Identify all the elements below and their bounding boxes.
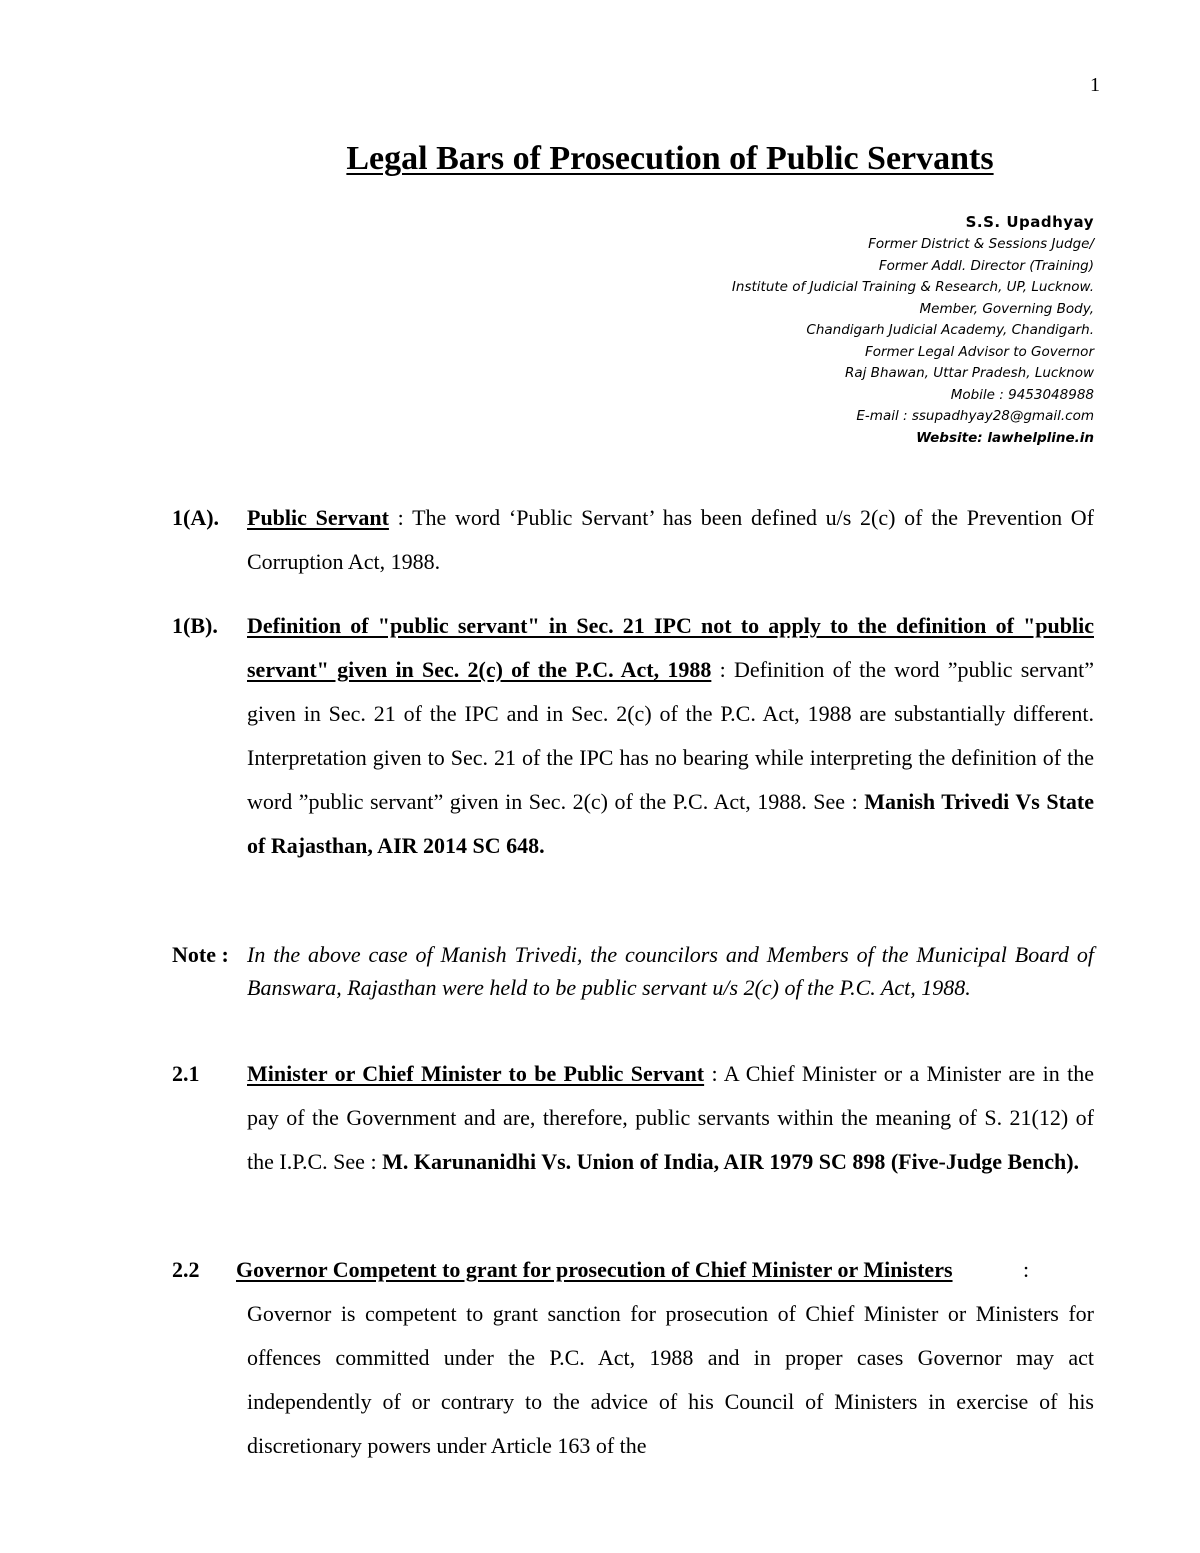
- section-1a: [172, 496, 1094, 584]
- section-separator: :: [711, 657, 734, 682]
- section-2-2: [172, 1248, 1094, 1468]
- section-heading-line: [172, 1248, 1030, 1292]
- author-line: Institute of Judicial Training & Research, UP, Lucknow.: [731, 279, 1094, 295]
- section-text: Governor is competent to grant sanction for prosecution of Chief Minister or Ministers for offences committed under the P.C. Act, 1988 and in proper cases Governor may act independently of or contrary to the advice of his Council of Ministers in exercise of his discretionary powers under Article 163 of the: [247, 1301, 1094, 1458]
- author-website: Website: lawhelpline.in: [916, 429, 1094, 446]
- section-text: Definition of the word ”public servant” given in Sec. 21 of the IPC and in Sec. 2(c) of the P.C. Act, 1988 are substantially different. Interpretation given to Sec. 21 of the IPC has no bearing while interpreting the definition of the word ”public servant” given in Sec. 2(c) of the P.C. Act, 1988. See :: [247, 657, 1094, 814]
- author-name: S.S. Upadhyay: [965, 213, 1094, 231]
- page-number: 1: [1090, 74, 1100, 96]
- author-line: Former District & Sessions Judge/: [868, 236, 1094, 252]
- section-heading: Governor Competent to grant for prosecution of Chief Minister or Ministers: [236, 1257, 953, 1282]
- section-label: 2.2: [172, 1257, 200, 1282]
- section-body: [247, 604, 1094, 868]
- section-text: A Chief Minister or a Minister are in the pay of the Government and are, therefore, public servants within the meaning of S. 21(12) of the I.P.C. See :: [247, 1061, 1094, 1174]
- section-separator: :: [388, 505, 413, 530]
- case-citation: M. Karunanidhi Vs. Union of India, AIR 1979 SC 898 (Five-Judge Bench).: [382, 1149, 1080, 1174]
- section-1b: [172, 604, 1094, 868]
- section-label: 2.1: [172, 1061, 200, 1086]
- author-block: [732, 210, 1094, 449]
- section-label: 1(B).: [172, 613, 218, 638]
- author-line: Former Addl. Director (Training): [878, 257, 1094, 274]
- case-citation: Manish Trivedi Vs State of Rajasthan, AIR 2014 SC 648.: [247, 789, 1094, 858]
- page-title: Legal Bars of Prosecution of Public Servants: [346, 140, 994, 177]
- section-separator: :: [704, 1061, 724, 1086]
- author-line: Raj Bhawan, Uttar Pradesh, Lucknow: [844, 365, 1094, 381]
- section-heading: Public Servant: [247, 505, 389, 530]
- author-mobile: Mobile : 9453048988: [950, 386, 1094, 403]
- author-email: E-mail : ssupadhyay28@gmail.com: [856, 408, 1094, 424]
- section-heading: Minister or Chief Minister to be Public Servant: [247, 1061, 705, 1086]
- author-line: Chandigarh Judicial Academy, Chandigarh.: [806, 322, 1094, 338]
- section-body: [247, 1052, 1094, 1184]
- section-label: 1(A).: [172, 505, 220, 530]
- note-text: In the above case of Manish Trivedi, the councilors and Members of the Municipal Board of Banswara, Rajasthan were held to be public servant u/s 2(c) of the P.C. Act, 1988.: [247, 942, 1094, 1000]
- author-line: Former Legal Advisor to Governor: [864, 343, 1094, 360]
- note: [172, 938, 1094, 1004]
- section-2-1: [172, 1052, 1094, 1184]
- section-separator: :: [1023, 1257, 1030, 1282]
- section-heading: Definition of "public servant" in Sec. 21 IPC not to apply to the definition of "public servant" given in Sec. 2(c) of the P.C. Act, 1988: [247, 613, 1094, 682]
- section-body: [247, 496, 1094, 584]
- note-label: Note :: [172, 942, 229, 967]
- section-text: The word ‘Public Servant’ has been defined u/s 2(c) of the Prevention Of Corruption Act, 1988.: [247, 505, 1094, 574]
- author-line: Member, Governing Body,: [919, 300, 1094, 317]
